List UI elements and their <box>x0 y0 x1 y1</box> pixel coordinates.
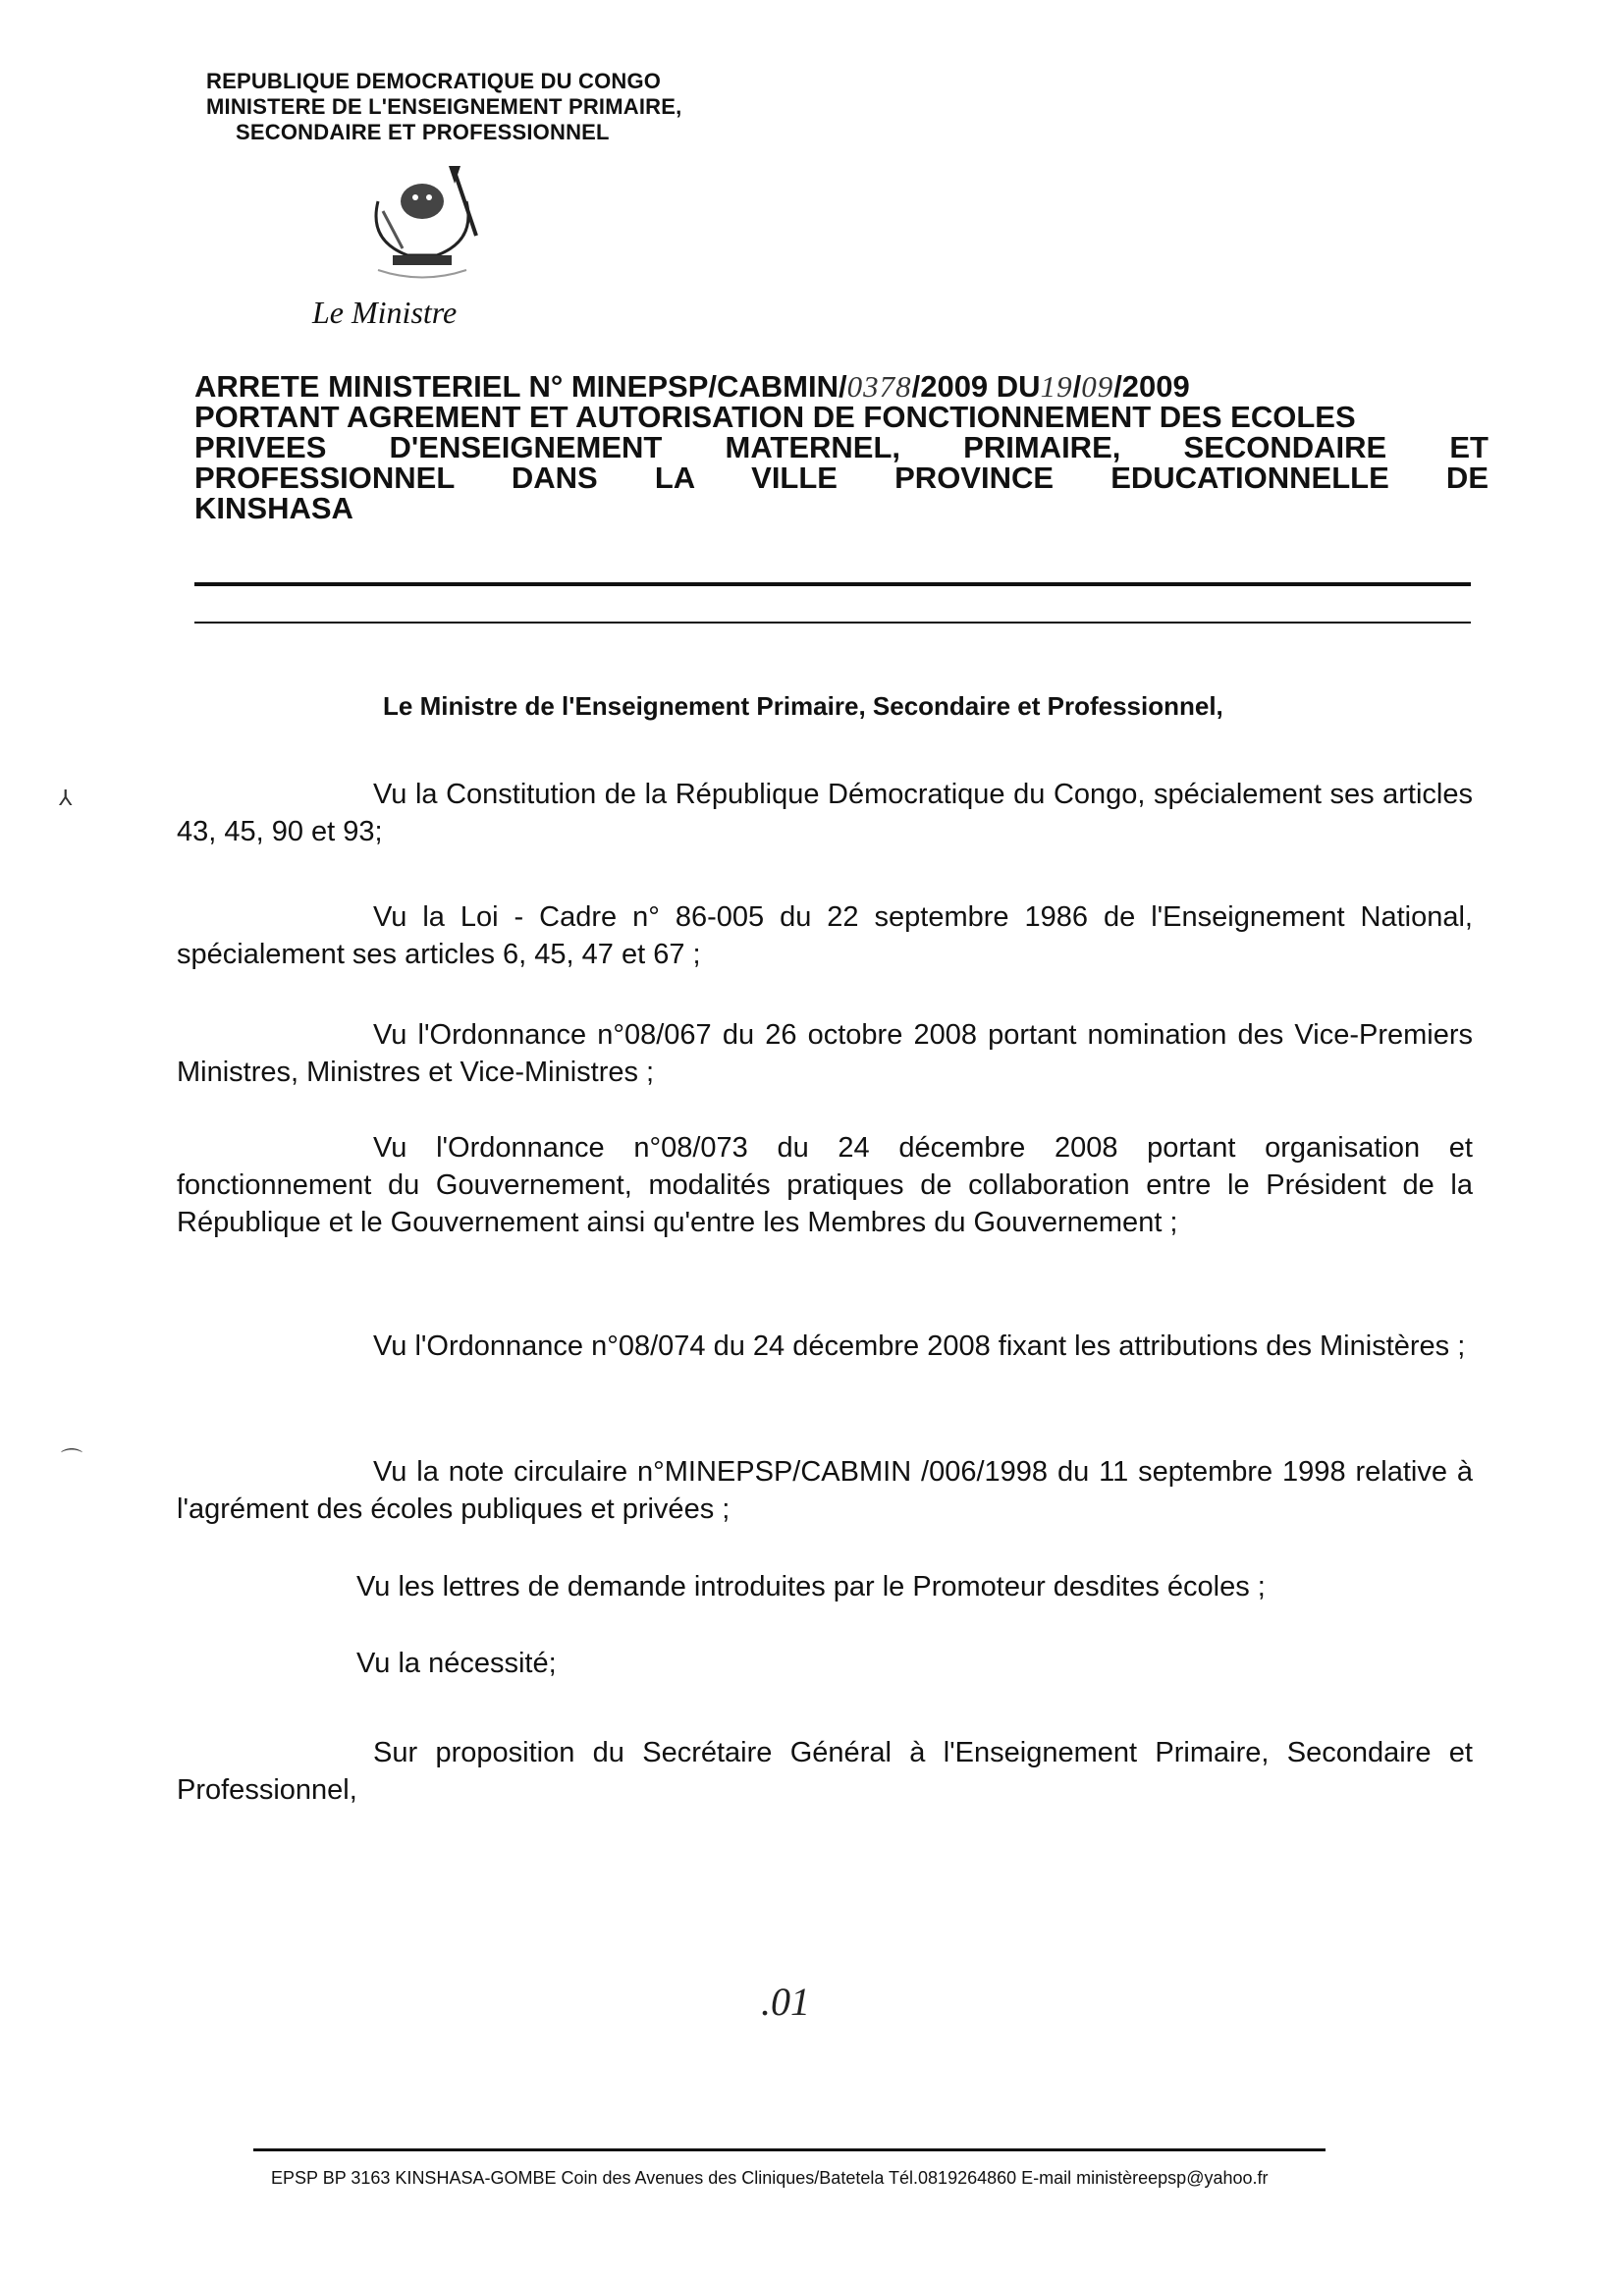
whereas-necessity: Vu la nécessité; <box>356 1648 557 1679</box>
page-number: .01 <box>761 1980 810 2024</box>
margin-mark-icon: ⅄ <box>59 786 73 810</box>
handwritten-month: 09 <box>1081 369 1114 404</box>
decree-title-line-3: PROFESSIONNEL DANS LA VILLE PROVINCE EDUCATIONNELLE DE <box>194 461 1489 495</box>
decree-title-line-2: PRIVEES D'ENSEIGNEMENT MATERNEL, PRIMAIRE, SECONDAIRE ET <box>194 430 1489 464</box>
date-separator: / <box>1072 369 1082 404</box>
whereas-circular-text: Vu la note circulaire n°MINEPSP/CABMIN /006/1998 du 11 septembre 1998 relative à l'agrément des écoles publiques et privées ; <box>177 1456 1473 1525</box>
margin-mark-icon: ⌒ <box>61 1447 83 1472</box>
letterhead <box>206 69 681 145</box>
letterhead-ministry: MINISTERE DE L'ENSEIGNEMENT PRIMAIRE, <box>206 94 682 119</box>
minister-lead: Le Ministre de l'Enseignement Primaire, Secondaire et Professionnel, <box>383 691 1223 721</box>
whereas-circular <box>177 1453 1473 1528</box>
whereas-ordonnance-067 <box>177 1016 1473 1091</box>
whereas-letters: Vu les lettres de demande introduites par le Promoteur desdites écoles ; <box>356 1571 1266 1602</box>
decree-heading <box>194 371 1489 523</box>
decree-title-line-1: PORTANT AGREMENT ET AUTORISATION DE FONCTIONNEMENT DES ECOLES <box>194 400 1356 434</box>
decree-date-year: /2009 <box>1113 369 1190 404</box>
decree-number-line <box>194 371 1489 402</box>
whereas-constitution-text: Vu la Constitution de la République Démocratique du Congo, spécialement ses articles 43, 45, 90 et 93; <box>177 779 1473 847</box>
whereas-ordonnance-074 <box>177 1328 1473 1365</box>
decree-year-du: /2009 DU <box>911 369 1041 404</box>
handwritten-decree-number: 0378 <box>846 369 912 404</box>
footer-rule <box>253 2148 1326 2151</box>
heading-rule-thick <box>194 582 1471 586</box>
heading-rule-thin <box>194 622 1471 624</box>
letterhead-country: REPUBLIQUE DEMOCRATIQUE DU CONGO <box>206 69 662 93</box>
whereas-loi-cadre-text: Vu la Loi - Cadre n° 86-005 du 22 septembre 1986 de l'Enseignement National, spécialement ses articles 6, 45, 47 et 67 ; <box>177 901 1473 970</box>
proposal <box>177 1734 1473 1809</box>
minister-title: Le Ministre <box>312 295 458 330</box>
whereas-ordonnance-073-text: Vu l'Ordonnance n°08/073 du 24 décembre 2008 portant organisation et fonctionnement du Gouvernement, modalités pratiques de collaboration entre le Président de la République et le Gouvernement ainsi qu'entre les Membres du Gouvernement ; <box>177 1132 1473 1238</box>
decree-ref: ARRETE MINISTERIEL N° MINEPSP/CABMIN/ <box>194 369 847 404</box>
whereas-loi-cadre <box>177 898 1473 973</box>
coat-of-arms-icon <box>339 162 506 290</box>
decree-title-line-4: KINSHASA <box>194 491 353 525</box>
whereas-constitution <box>177 776 1473 850</box>
handwritten-day: 19 <box>1040 369 1073 404</box>
letterhead-ministry-cont: SECONDAIRE ET PROFESSIONNEL <box>236 120 610 144</box>
proposal-text: Sur proposition du Secrétaire Général à l'Enseignement Primaire, Secondaire et Professionnel, <box>177 1737 1473 1806</box>
footer-address: EPSP BP 3163 KINSHASA-GOMBE Coin des Avenues des Cliniques/Batetela Tél.0819264860 E-mail ministèreepsp@yahoo.fr <box>271 2168 1269 2188</box>
whereas-ordonnance-067-text: Vu l'Ordonnance n°08/067 du 26 octobre 2008 portant nomination des Vice-Premiers Ministres, Ministres et Vice-Ministres ; <box>177 1019 1473 1088</box>
whereas-ordonnance-074-text: Vu l'Ordonnance n°08/074 du 24 décembre 2008 fixant les attributions des Ministères ; <box>373 1330 1466 1362</box>
whereas-ordonnance-073 <box>177 1129 1473 1241</box>
